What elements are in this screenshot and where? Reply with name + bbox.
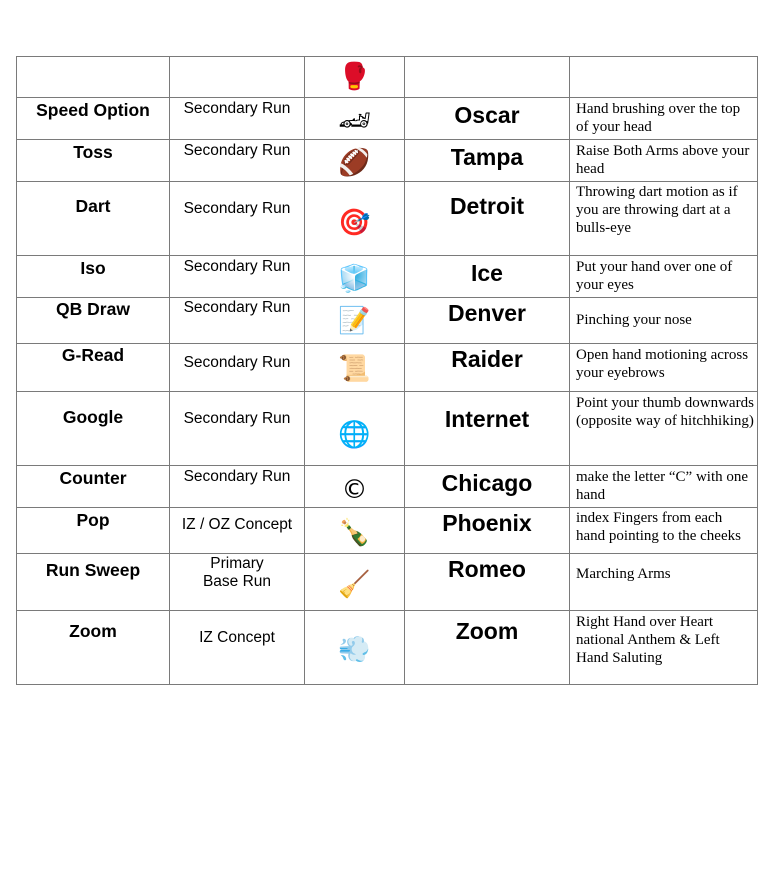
play-type-cell: IZ / OZ Concept xyxy=(170,508,305,554)
table-row xyxy=(17,98,758,140)
emoji-cell xyxy=(305,57,405,98)
champagne-bottle-icon: 🍾 xyxy=(338,517,371,548)
table-row xyxy=(17,611,758,685)
dash-icon: 💨 xyxy=(338,634,371,665)
emoji-cell xyxy=(305,554,405,611)
emoji-cell xyxy=(305,298,405,344)
code-name-cell: Phoenix xyxy=(405,508,570,554)
bullseye-icon: 🎯 xyxy=(338,207,371,238)
hand-signal-cell: Open hand motioning across your eyebrows xyxy=(570,344,758,392)
globe-icon: 🌐 xyxy=(338,419,371,450)
play-call-table-body xyxy=(17,57,758,685)
football-icon: 🏈 xyxy=(338,147,371,178)
play-type-cell: Secondary Run xyxy=(170,466,305,508)
emoji-cell xyxy=(305,344,405,392)
hand-signal-cell: Hand brushing over the top of your head xyxy=(570,98,758,140)
hand-signal-cell: Pinching your nose xyxy=(570,298,758,344)
play-name-cell: QB Draw xyxy=(17,298,170,344)
hand-signal-cell: Point your thumb downwards (opposite way of hitchhiking) xyxy=(570,392,758,466)
emoji-cell xyxy=(305,611,405,685)
table-row xyxy=(17,57,758,98)
table-row xyxy=(17,392,758,466)
table-row xyxy=(17,298,758,344)
play-type-cell xyxy=(170,57,305,98)
play-name-cell: Google xyxy=(17,392,170,466)
code-name-cell: Internet xyxy=(405,392,570,466)
table-row xyxy=(17,140,758,182)
table-row xyxy=(17,554,758,611)
play-name-cell xyxy=(17,57,170,98)
play-type-cell: Secondary Run xyxy=(170,182,305,256)
race-car-icon: 🏎 xyxy=(337,105,371,136)
code-name-cell: Romeo xyxy=(405,554,570,611)
code-name-cell: Oscar xyxy=(405,98,570,140)
play-name-cell: Dart xyxy=(17,182,170,256)
code-name-cell: Chicago xyxy=(405,466,570,508)
hand-signal-cell: index Fingers from each hand pointing to the cheeks xyxy=(570,508,758,554)
play-type-cell: Secondary Run xyxy=(170,140,305,182)
hand-signal-cell: Raise Both Arms above your head xyxy=(570,140,758,182)
emoji-cell xyxy=(305,256,405,298)
play-name-cell: Counter xyxy=(17,466,170,508)
ice-cube-icon: 🧊 xyxy=(338,263,371,294)
memo-icon: 📝 xyxy=(338,306,371,336)
play-type-cell: Secondary Run xyxy=(170,256,305,298)
play-name-cell: Zoom xyxy=(17,611,170,685)
hand-signal-cell: Right Hand over Heart national Anthem & Left Hand Saluting xyxy=(570,611,758,685)
code-name-cell: Raider xyxy=(405,344,570,392)
code-name-cell: Detroit xyxy=(405,182,570,256)
play-type-cell: Primary Base Run xyxy=(170,554,305,611)
hand-signal-cell: Throwing dart motion as if you are throwing dart at a bulls-eye xyxy=(570,182,758,256)
boxing-glove-icon: 🥊 xyxy=(338,62,371,92)
play-type-cell: Secondary Run xyxy=(170,392,305,466)
play-name-cell: Iso xyxy=(17,256,170,298)
code-name-cell: Ice xyxy=(405,256,570,298)
emoji-cell xyxy=(305,508,405,554)
hand-signal-cell: make the letter “C” with one hand xyxy=(570,466,758,508)
play-name-cell: G-Read xyxy=(17,344,170,392)
emoji-cell xyxy=(305,466,405,508)
hand-signal-cell: Marching Arms xyxy=(570,554,758,611)
play-type-cell: Secondary Run xyxy=(170,298,305,344)
play-name-cell: Speed Option xyxy=(17,98,170,140)
emoji-cell xyxy=(305,98,405,140)
code-name-cell: Tampa xyxy=(405,140,570,182)
play-name-cell: Pop xyxy=(17,508,170,554)
play-name-cell: Toss xyxy=(17,140,170,182)
table-row xyxy=(17,182,758,256)
copyright-icon: © xyxy=(341,474,368,505)
play-type-cell: IZ Concept xyxy=(170,611,305,685)
emoji-cell xyxy=(305,140,405,182)
broom-icon: 🧹 xyxy=(338,569,371,600)
play-name-cell: Run Sweep xyxy=(17,554,170,611)
hand-signal-cell: Put your hand over one of your eyes xyxy=(570,256,758,298)
code-name-cell: Denver xyxy=(405,298,570,344)
code-name-cell xyxy=(405,57,570,98)
table-row xyxy=(17,466,758,508)
emoji-cell xyxy=(305,182,405,256)
table-row xyxy=(17,256,758,298)
hand-signal-cell xyxy=(570,57,758,98)
table-row xyxy=(17,344,758,392)
play-type-cell: Secondary Run xyxy=(170,98,305,140)
emoji-cell xyxy=(305,392,405,466)
table-row xyxy=(17,508,758,554)
scroll-icon: 📜 xyxy=(338,354,371,384)
play-type-cell: Secondary Run xyxy=(170,344,305,392)
play-call-table xyxy=(16,56,758,685)
code-name-cell: Zoom xyxy=(405,611,570,685)
